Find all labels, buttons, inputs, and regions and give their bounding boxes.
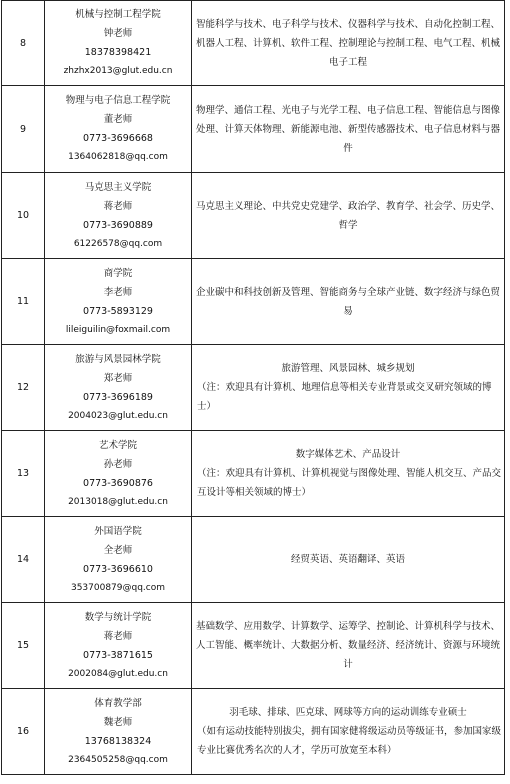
- table-row: [2, 1, 505, 86]
- row-number: [2, 431, 45, 517]
- contact-cell: [45, 603, 192, 689]
- contact-phone: 18378398421: [84, 47, 152, 58]
- contact-teacher: 蒋老师: [103, 200, 133, 212]
- research-note: （注：欢迎具有计算机、计算机视觉与图像处理、智能人机交互、产品交互设计等相关领域的博士）: [197, 468, 502, 498]
- research-fields-cell: [192, 259, 505, 345]
- table-row: [2, 173, 505, 259]
- row-number-text: 16: [16, 726, 30, 737]
- contact-cell: [45, 431, 192, 517]
- research-fields-cell: [192, 517, 505, 603]
- research-fields-cell: [192, 1, 505, 86]
- row-number-text: 12: [16, 382, 30, 393]
- row-number-text: 15: [16, 640, 30, 651]
- contact-phone: 0773-5893129: [83, 305, 153, 317]
- contact-teacher: 钟老师: [103, 28, 133, 39]
- row-number: [2, 603, 45, 689]
- college-name: 物理与电子信息工程学院: [65, 95, 171, 106]
- research-note: （注：欢迎具有计算机、地理信息等相关专业背景或交叉研究领域的博士）: [197, 382, 492, 412]
- contact-email: 2013018@glut.edu.cn: [68, 496, 168, 507]
- contact-phone: 0773-3696189: [83, 391, 153, 403]
- contact-cell: [45, 1, 192, 86]
- contact-cell: [45, 517, 192, 603]
- research-fields: 企业碳中和科技创新及管理、智能商务与全球产业链、数字经济与绿色贸易: [195, 286, 500, 317]
- row-number-text: 9: [19, 123, 27, 135]
- contact-phone: 0773-3696610: [83, 563, 153, 575]
- contact-email: 2004023@glut.edu.cn: [68, 410, 168, 421]
- table-row: [2, 345, 505, 431]
- contact-cell: [45, 345, 192, 431]
- contact-cell: [45, 173, 192, 259]
- contact-phone: 0773-3871615: [83, 649, 153, 661]
- row-number-text: 10: [16, 210, 30, 221]
- college-name: 旅游与风景园林学院: [75, 353, 161, 365]
- contact-teacher: 李老师: [103, 286, 133, 298]
- research-fields: 羽毛球、排球、匹克球、网球等方向的运动训练专业硕士: [229, 707, 467, 718]
- research-fields: 经贸英语、英语翻译、英语: [290, 554, 405, 565]
- college-name: 体育教学部: [94, 697, 142, 709]
- research-fields-cell: [192, 345, 505, 431]
- contact-email: 2364505258@qq.com: [68, 754, 168, 765]
- contact-email: 61226578@qq.com: [73, 238, 163, 249]
- contact-cell: [45, 259, 192, 345]
- row-number-text: 8: [19, 37, 27, 49]
- table-body: [2, 1, 505, 775]
- contact-phone: 13768138324: [84, 735, 152, 747]
- contact-email: 353700879@qq.com: [70, 582, 166, 593]
- research-fields-cell: [192, 86, 505, 173]
- contact-teacher: 蒋老师: [103, 630, 133, 642]
- table-row: [2, 86, 505, 173]
- research-fields: 智能科学与技术、电子科学与技术、仪器科学与技术、自动化控制工程、机器人工程、计算机、软件工程、控制理论与控制工程、电气工程、机械电子工程: [195, 18, 500, 68]
- row-number: [2, 1, 45, 86]
- contact-teacher: 郑老师: [103, 372, 133, 384]
- research-note: （如有运动技能特别拔尖，拥有国家健将级运动员等级证书，参加国家级专业比赛优秀名次的人才，学历可放宽至本科）: [197, 726, 502, 756]
- research-fields: 旅游管理、风景园林、城乡规划: [281, 363, 415, 374]
- table-row: [2, 259, 505, 345]
- contact-email: lileiguilin@foxmail.com: [65, 324, 171, 335]
- research-fields-cell: [192, 603, 505, 689]
- research-fields-cell: [192, 431, 505, 517]
- contact-cell: [45, 86, 192, 173]
- contact-phone: 0773-3690889: [83, 219, 153, 231]
- research-fields-cell: [192, 689, 505, 775]
- college-name: 马克思主义学院: [84, 181, 152, 193]
- table-row: [2, 517, 505, 603]
- contact-teacher: 全老师: [103, 544, 133, 556]
- research-fields: 马克思主义理论、中共党史党建学、政治学、教育学、社会学、历史学、哲学: [195, 200, 500, 231]
- contact-email: zhzhx2013@glut.edu.cn: [63, 66, 173, 76]
- row-number-text: 11: [16, 296, 30, 307]
- research-fields: 基础数学、应用数学、计算数学、运筹学、控制论、计算机科学与技术、人工智能、概率统计、大数据分析、数量经济、经济统计、资源与环境统计: [195, 621, 500, 670]
- row-number: [2, 517, 45, 603]
- contact-teacher: 董老师: [103, 114, 133, 125]
- research-fields: 数字媒体艺术、产品设计: [295, 449, 401, 460]
- contact-teacher: 魏老师: [103, 716, 133, 728]
- row-number: [2, 345, 45, 431]
- research-fields: 物理学、通信工程、光电子与光学工程、电子信息工程、智能信息与图像处理、计算天体物理、新能源电池、新型传感器技术、电子信息材料与器件: [195, 104, 500, 154]
- row-number: [2, 173, 45, 259]
- row-number: [2, 689, 45, 775]
- research-fields-cell: [192, 173, 505, 259]
- table-row: [2, 689, 505, 775]
- college-name: 数学与统计学院: [84, 611, 152, 623]
- college-name: 机械与控制工程学院: [75, 9, 161, 20]
- college-name: 外国语学院: [94, 525, 142, 537]
- college-name: 艺术学院: [98, 439, 137, 451]
- contact-phone: 0773-3696668: [83, 133, 153, 144]
- table-row: [2, 603, 505, 689]
- row-number-text: 14: [16, 554, 30, 565]
- contact-teacher: 孙老师: [103, 458, 133, 470]
- table-row: [2, 431, 505, 517]
- college-name: 商学院: [103, 267, 133, 279]
- contact-phone: 0773-3690876: [83, 477, 153, 489]
- contact-email: 1364062818@qq.com: [68, 152, 168, 162]
- recruitment-contact-table: [1, 0, 505, 775]
- contact-email: 2002084@glut.edu.cn: [68, 668, 168, 679]
- row-number-text: 13: [16, 468, 30, 479]
- row-number: [2, 259, 45, 345]
- row-number: [2, 86, 45, 173]
- contact-cell: [45, 689, 192, 775]
